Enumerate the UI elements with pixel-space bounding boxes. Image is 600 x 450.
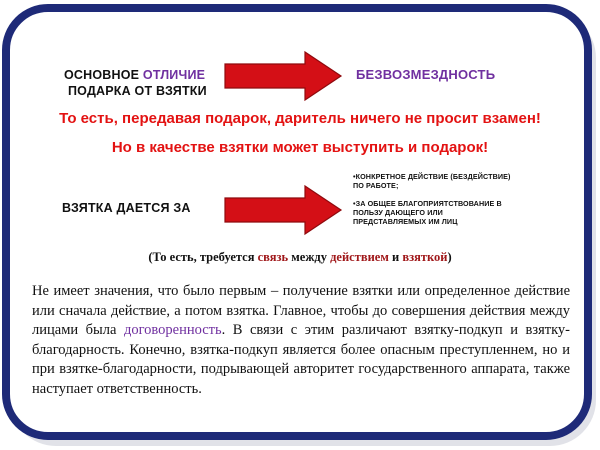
reason-2-line-2: ПОЛЬЗУ ДАЮЩЕГО ИЛИ — [353, 208, 443, 217]
reason-2-line-1: •ЗА ОБЩЕЕ БЛАГОПРИЯТСТВОВАНИЕ В — [353, 199, 502, 208]
arrow-right-icon — [223, 50, 343, 102]
bribe-reasons-list — [353, 172, 511, 226]
main-difference-label-part1: ОСНОВНОЕ — [64, 68, 143, 82]
connection-note — [0, 250, 600, 265]
paragraph-text-start: Не имеет значения, что было первым – получение взятки или определенное действие или сначала действие, а потом взятка. Главное, чтобы до совершения действия между лицами была — [32, 283, 570, 338]
main-difference-label — [64, 67, 207, 99]
note-part-1: (То есть, требуется — [148, 250, 258, 264]
difference-word: ОТЛИЧИЕ — [142, 68, 206, 82]
bribe-given-for-label: ВЗЯТКА ДАЕТСЯ ЗА — [62, 201, 191, 215]
reason-1-line-2: ПО РАБОТЕ; — [353, 181, 399, 190]
reason-item-1 — [353, 172, 511, 190]
red-statement-2: Но в качестве взятки может выступить и подарок! — [111, 139, 489, 156]
note-word-bribe: взяткой — [402, 250, 448, 264]
note-word-connection: связь — [257, 250, 289, 264]
note-word-action: действием — [330, 250, 389, 264]
reason-1-line-1: •КОНКРЕТНОЕ ДЕЙСТВИЕ (БЕЗДЕЙСТВИЕ) — [353, 172, 511, 181]
red-statement-1: То есть, передавая подарок, даритель ничего не просит взамен! — [59, 110, 541, 127]
gift-vs-bribe-label: ПОДАРКА ОТ ВЗЯТКИ — [68, 84, 207, 98]
note-part-3: и — [388, 250, 403, 264]
note-part-4: ) — [447, 250, 452, 264]
explanation-paragraph — [32, 282, 570, 399]
reason-item-2 — [353, 199, 511, 226]
reason-2-line-3: ПРЕДСТАВЛЯЕМЫХ ИМ ЛИЦ — [353, 217, 458, 226]
arrow-right-icon-2 — [223, 184, 343, 236]
note-part-2: между — [288, 250, 331, 264]
gratuitousness-label: БЕЗВОЗМЕЗДНОСТЬ — [356, 67, 496, 82]
agreement-highlight: договоренность — [123, 322, 222, 338]
paragraph-text-end: . В связи с этим различают взятку-подкуп и взятку-благодарность. Конечно, взятка-подкуп является более опасным преступленнем, но и при взятке-благодарности, подрывающей авторитет государственного аппарата, также наступает ответственность. — [32, 322, 570, 397]
